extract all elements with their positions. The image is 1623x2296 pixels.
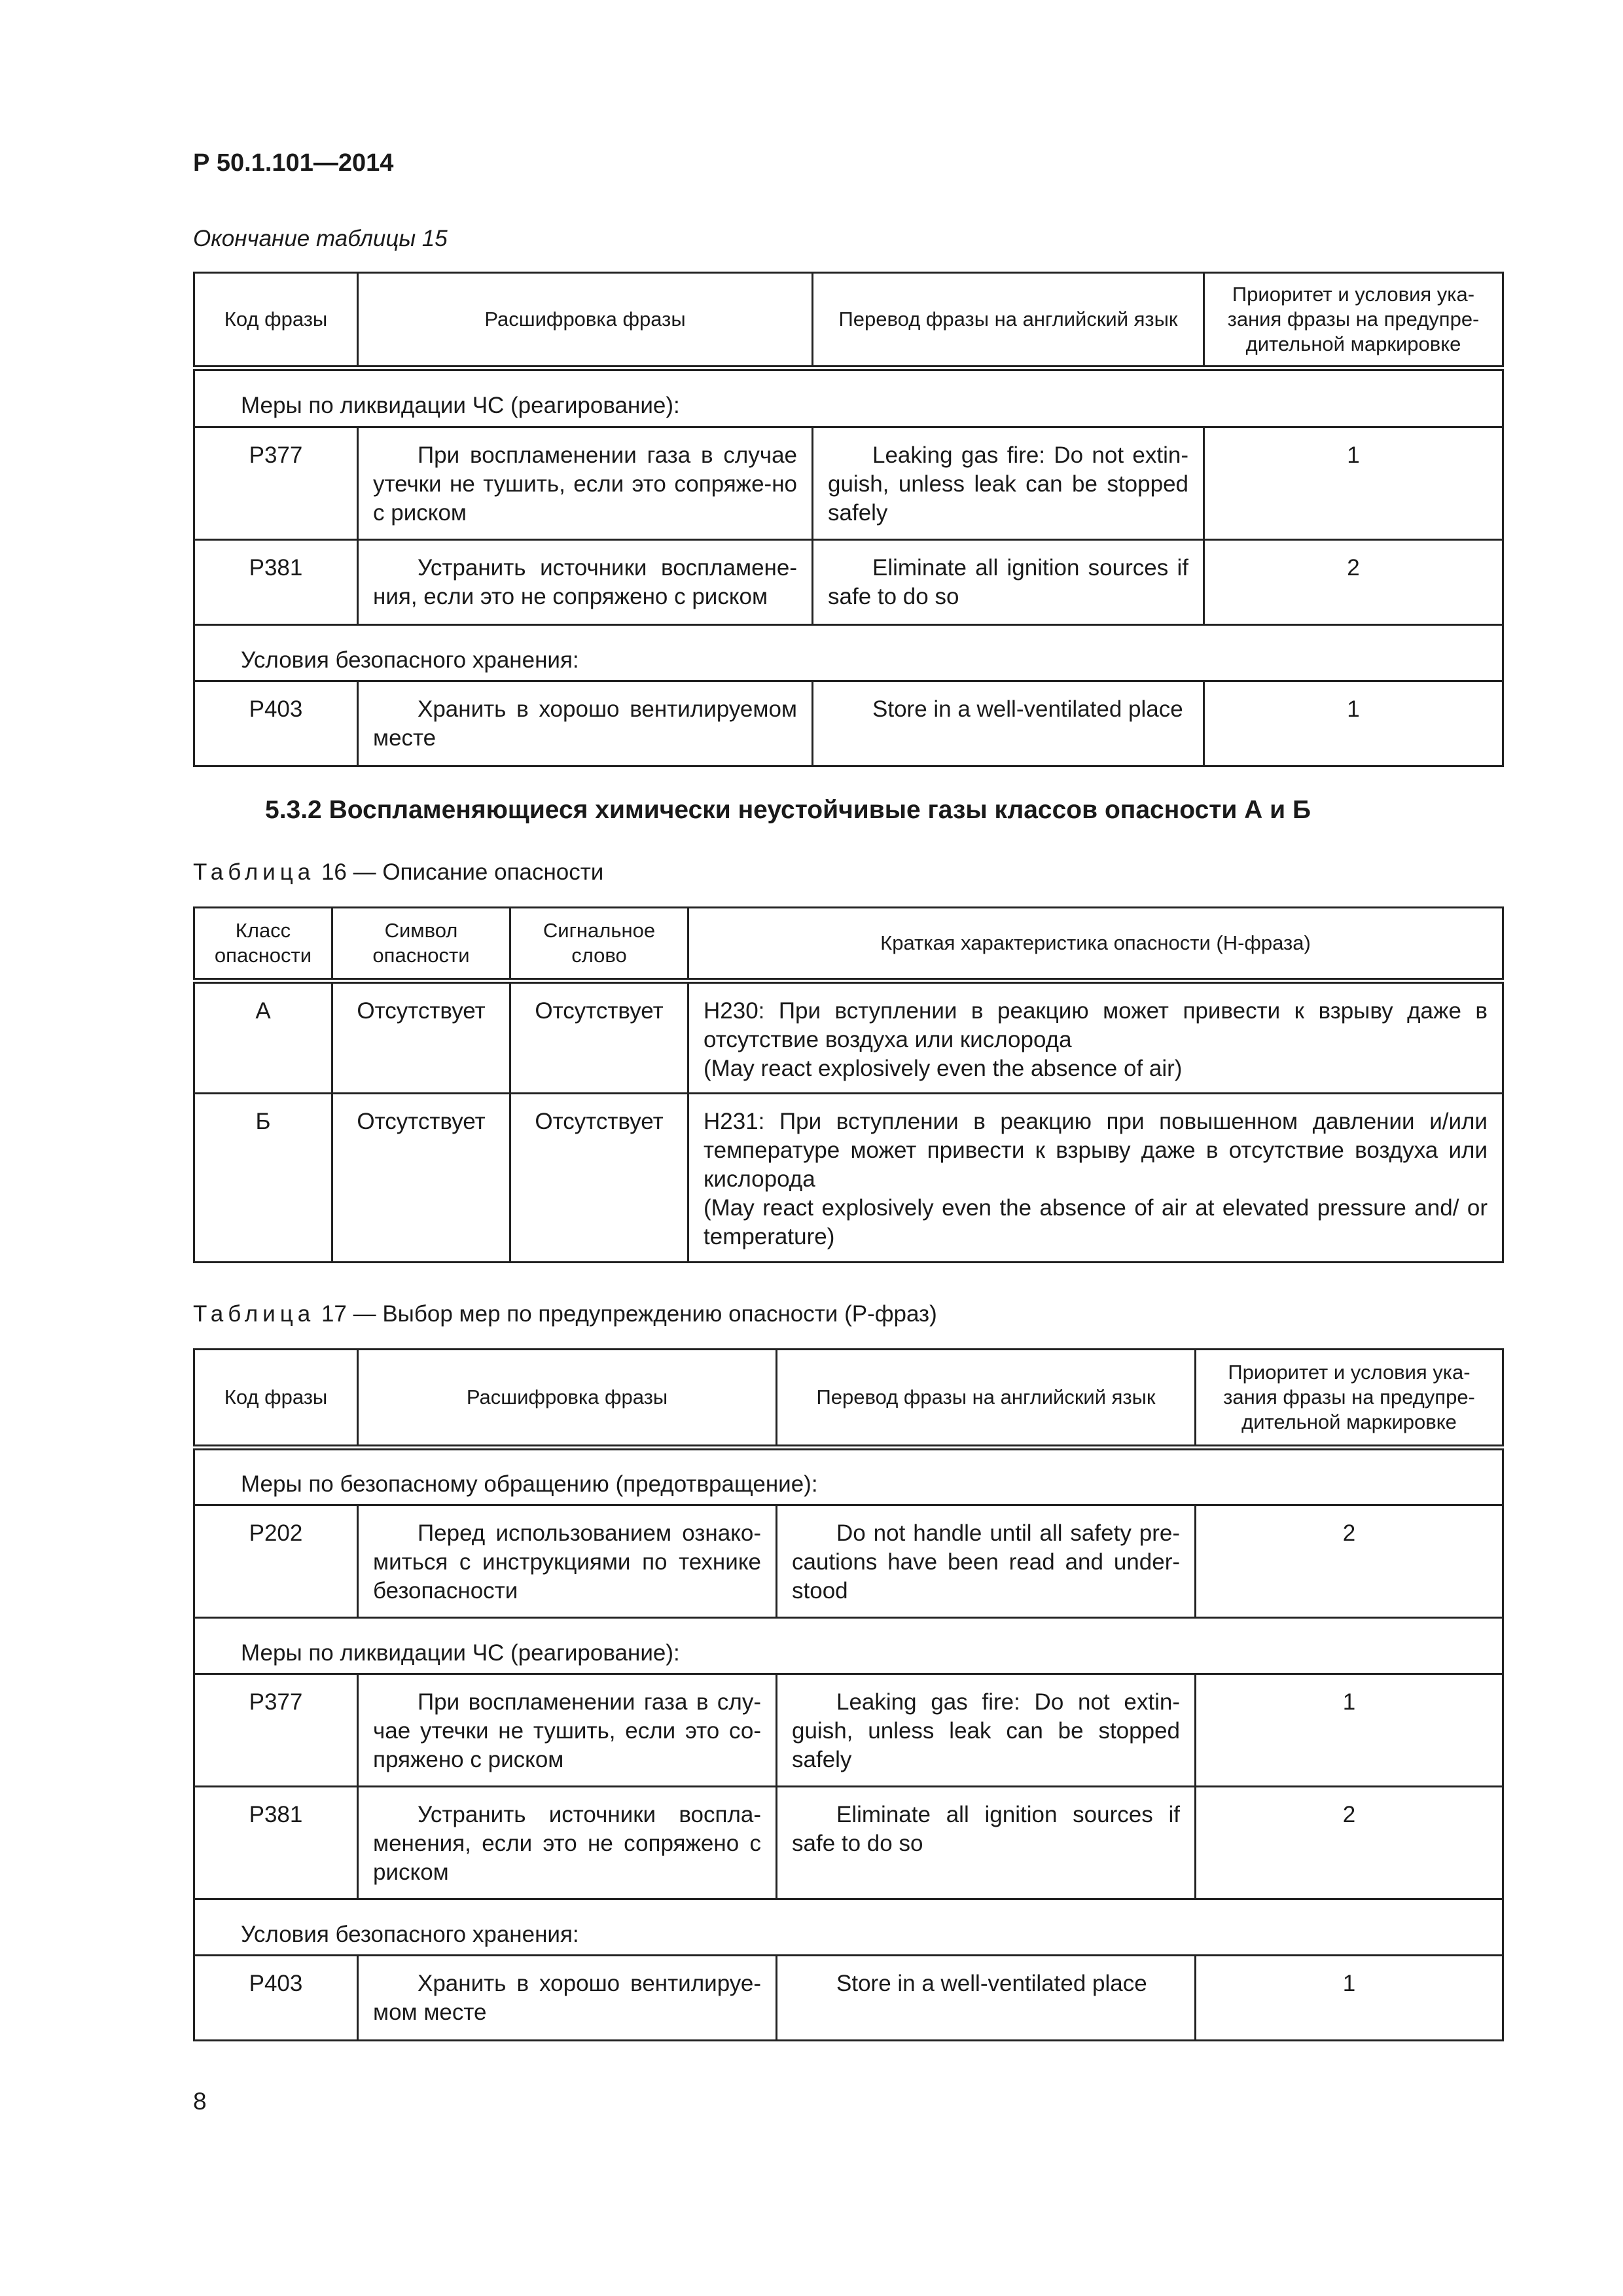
table15-header-row bbox=[194, 273, 1503, 368]
table17-group-prevention bbox=[194, 1448, 1503, 1505]
hazard-statement-en: (May react explosively even the absence of air at elevated pressure and/ or temperature) bbox=[704, 1195, 1488, 1249]
table15-col-decoding: Расшифровка фразы bbox=[358, 273, 813, 368]
table17-col-priority: Приоритет и условия ука-зания фразы на предупре-дительной маркировке bbox=[1196, 1350, 1503, 1448]
phrase-priority: 1 bbox=[1196, 1674, 1503, 1787]
hazard-statement-ru: Н230: При вступлении в реакцию может привести к взрыву даже в отсутствие воздуха или кислорода bbox=[704, 998, 1488, 1052]
table15-caption: Окончание таблицы 15 bbox=[193, 226, 448, 251]
phrase-priority: 2 bbox=[1196, 1505, 1503, 1618]
phrase-en: Store in a well-ventilated place bbox=[813, 681, 1204, 766]
table16 bbox=[193, 906, 1504, 1263]
table16-col-class: Класс опасности bbox=[194, 908, 332, 981]
phrase-en: Store in a well-ventilated place bbox=[777, 1956, 1196, 2041]
table-row bbox=[194, 1505, 1503, 1618]
phrase-code: P381 bbox=[194, 540, 358, 625]
phrase-priority: 1 bbox=[1196, 1956, 1503, 2041]
hazard-statement bbox=[688, 981, 1503, 1094]
phrase-ru: Перед использованием ознако-миться с инструкциями по технике безопасности bbox=[358, 1505, 777, 1618]
phrase-en: Leaking gas fire: Do not extin-guish, unless leak can be stopped safely bbox=[777, 1674, 1196, 1787]
phrase-code: P403 bbox=[194, 1956, 358, 2041]
table17-caption-text: 17 — Выбор мер по предупреждению опасности (Р-фраз) bbox=[315, 1301, 937, 1327]
hazard-symbol: Отсутствует bbox=[332, 981, 510, 1094]
table16-col-signal: Сигнальное слово bbox=[510, 908, 688, 981]
table16-caption bbox=[193, 859, 603, 886]
table-row bbox=[194, 981, 1503, 1094]
table15-col-code: Код фразы bbox=[194, 273, 358, 368]
table15-group-response bbox=[194, 368, 1503, 427]
phrase-priority: 1 bbox=[1204, 681, 1503, 766]
table-row bbox=[194, 1956, 1503, 2041]
phrase-ru: Устранить источники воспла-менения, если это не сопряжено с риском bbox=[358, 1787, 777, 1899]
table-row bbox=[194, 1787, 1503, 1899]
table16-col-symbol: Символ опасности bbox=[332, 908, 510, 981]
table16-caption-text: 16 — Описание опасности bbox=[315, 859, 604, 885]
table16-caption-prefix: Таблица bbox=[193, 859, 315, 885]
phrase-priority: 2 bbox=[1204, 540, 1503, 625]
phrase-priority: 1 bbox=[1204, 427, 1503, 540]
phrase-ru: При воспламенении газа в случае утечки не тушить, если это сопряже-но с риском bbox=[358, 427, 813, 540]
phrase-en: Leaking gas fire: Do not extin-guish, unless leak can be stopped safely bbox=[813, 427, 1204, 540]
table17 bbox=[193, 1348, 1504, 2041]
hazard-symbol: Отсутствует bbox=[332, 1094, 510, 1263]
table17-col-decoding: Расшифровка фразы bbox=[358, 1350, 777, 1448]
table16-header-row bbox=[194, 908, 1503, 981]
phrase-en: Eliminate all ignition sources if safe to do so bbox=[777, 1787, 1196, 1899]
table17-caption-prefix: Таблица bbox=[193, 1301, 315, 1327]
table17-group-storage bbox=[194, 1899, 1503, 1956]
phrase-ru: Хранить в хорошо вентилируемом месте bbox=[358, 681, 813, 766]
phrase-code: P202 bbox=[194, 1505, 358, 1618]
table-row bbox=[194, 540, 1503, 625]
phrase-code: P381 bbox=[194, 1787, 358, 1899]
hazard-statement-ru: Н231: При вступлении в реакцию при повышенном давлении и/или температуре может привести к взрыву даже в отсутствие воздуха или кислорода bbox=[704, 1109, 1488, 1192]
table15-group-storage bbox=[194, 625, 1503, 681]
hazard-statement-en: (May react explosively even the absence of air) bbox=[704, 1056, 1183, 1081]
table17-col-code: Код фразы bbox=[194, 1350, 358, 1448]
hazard-statement bbox=[688, 1094, 1503, 1263]
table15-col-translation: Перевод фразы на английский язык bbox=[813, 273, 1204, 368]
phrase-en: Eliminate all ignition sources if safe to do so bbox=[813, 540, 1204, 625]
table16-col-description: Краткая характеристика опасности (Н-фраза) bbox=[688, 908, 1503, 981]
table17-group-response bbox=[194, 1618, 1503, 1674]
table-row bbox=[194, 1674, 1503, 1787]
section-title: 5.3.2 Воспламеняющиеся химически неустойчивые газы классов опасности А и Б bbox=[265, 796, 1311, 824]
table-row bbox=[194, 427, 1503, 540]
signal-word: Отсутствует bbox=[510, 1094, 688, 1263]
phrase-code: P377 bbox=[194, 1674, 358, 1787]
hazard-class: А bbox=[194, 981, 332, 1094]
document-code: Р 50.1.101—2014 bbox=[193, 149, 394, 177]
page-number: 8 bbox=[193, 2088, 207, 2115]
phrase-code: P377 bbox=[194, 427, 358, 540]
table17-header-row bbox=[194, 1350, 1503, 1448]
group-title: Меры по ликвидации ЧС (реагирование): bbox=[194, 1618, 1503, 1674]
table15-end bbox=[193, 272, 1504, 767]
table15-col-priority: Приоритет и условия ука-зания фразы на предупре-дительной маркировке bbox=[1204, 273, 1503, 368]
group-title: Условия безопасного хранения: bbox=[194, 1899, 1503, 1956]
group-title: Меры по ликвидации ЧС (реагирование): bbox=[194, 368, 1503, 427]
group-title: Условия безопасного хранения: bbox=[194, 625, 1503, 681]
table17-caption bbox=[193, 1301, 937, 1327]
hazard-class: Б bbox=[194, 1094, 332, 1263]
phrase-ru: Хранить в хорошо вентилируе-мом месте bbox=[358, 1956, 777, 2041]
signal-word: Отсутствует bbox=[510, 981, 688, 1094]
group-title: Меры по безопасному обращению (предотвращение): bbox=[194, 1448, 1503, 1505]
table-row bbox=[194, 681, 1503, 766]
phrase-code: P403 bbox=[194, 681, 358, 766]
phrase-ru: При воспламенении газа в слу-чае утечки не тушить, если это со-пряжено с риском bbox=[358, 1674, 777, 1787]
table-row bbox=[194, 1094, 1503, 1263]
phrase-priority: 2 bbox=[1196, 1787, 1503, 1899]
phrase-ru: Устранить источники воспламене-ния, если это не сопряжено с риском bbox=[358, 540, 813, 625]
phrase-en: Do not handle until all safety pre-cautions have been read and under-stood bbox=[777, 1505, 1196, 1618]
table17-col-translation: Перевод фразы на английский язык bbox=[777, 1350, 1196, 1448]
